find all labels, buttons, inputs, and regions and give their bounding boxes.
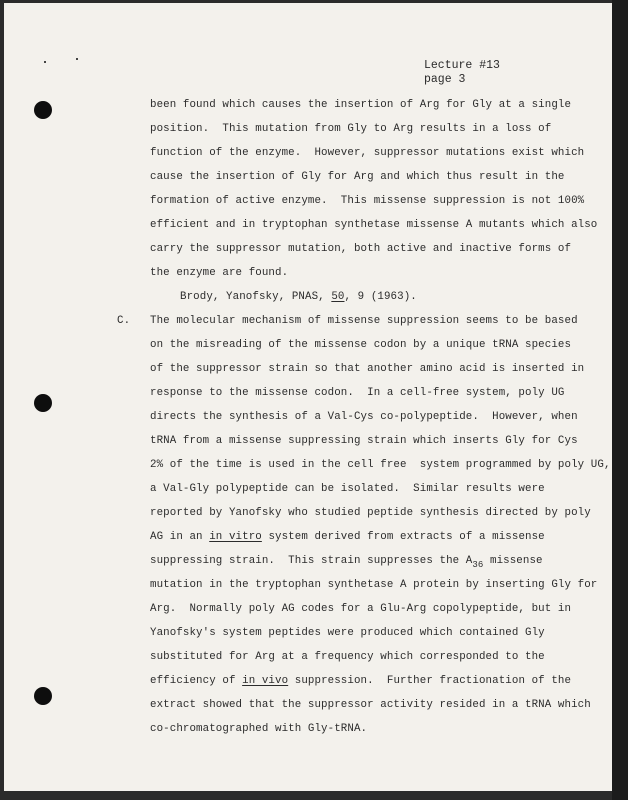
text-line: cause the insertion of Gly for Arg and which thus result in the [150, 171, 565, 183]
background-edge [612, 0, 628, 800]
text-line: formation of active enzyme. This missense suppression is not 100% [150, 195, 585, 207]
section-label: C. [117, 315, 131, 327]
text-line: Yanofsky's system peptides were produced which contained Gly [150, 627, 545, 639]
text-segment: suppression. Further fractionation of the [288, 675, 572, 687]
punch-hole-bottom [34, 687, 52, 705]
text-line [150, 531, 545, 543]
text-segment: efficiency of [150, 675, 243, 687]
text-line: carry the suppressor mutation, both active and inactive forms of [150, 243, 572, 255]
text-line: directs the synthesis of a Val-Cys co-polypeptide. However, when [150, 411, 578, 423]
text-line: been found which causes the insertion of Arg for Gly at a single [150, 99, 572, 111]
text-segment: suppressing strain. This strain suppresses the A [150, 555, 473, 567]
text-line: The molecular mechanism of missense suppression seems to be based [150, 315, 578, 327]
text-line: of the suppressor strain so that another amino acid is inserted in [150, 363, 585, 375]
text-line: extract showed that the suppressor activity resided in a tRNA which [150, 699, 591, 711]
text-line: function of the enzyme. However, suppressor mutations exist which [150, 147, 585, 159]
lecture-number: Lecture #13 [424, 59, 500, 72]
punch-hole-top [34, 101, 52, 119]
text-line: a Val-Gly polypeptide can be isolated. Similar results were [150, 483, 545, 495]
text-line: substituted for Arg at a frequency which corresponded to the [150, 651, 545, 663]
page-number: page 3 [424, 73, 466, 86]
text-line: the enzyme are found. [150, 267, 289, 279]
reference-citation [180, 291, 417, 303]
page-header [424, 59, 500, 87]
underlined-term: in vitro [209, 531, 262, 543]
reference-rest: , 9 (1963). [344, 291, 417, 303]
subscript: 36 [472, 560, 484, 570]
text-line: reported by Yanofsky who studied peptide synthesis directed by poly [150, 507, 591, 519]
reference-volume: 50 [331, 291, 345, 303]
text-segment: AG in an [150, 531, 210, 543]
text-line: mutation in the tryptophan synthetase A protein by inserting Gly for [150, 579, 598, 591]
text-line [150, 675, 571, 687]
text-segment: system derived from extracts of a missense [261, 531, 545, 543]
text-line: on the misreading of the missense codon by a unique tRNA species [150, 339, 572, 351]
text-line: efficient and in tryptophan synthetase missense A mutants which also [150, 219, 598, 231]
text-line [150, 555, 543, 570]
punch-hole-middle [34, 394, 52, 412]
text-line: 2% of the time is used in the cell free system programmed by poly UG, [150, 459, 611, 471]
text-line: Arg. Normally poly AG codes for a Glu-Arg copolypeptide, but in [150, 603, 572, 615]
text-line: tRNA from a missense suppressing strain which inserts Gly for Cys [150, 435, 578, 447]
speck-mark [76, 58, 78, 60]
text-line: response to the missense codon. In a cell-free system, poly UG [150, 387, 565, 399]
underlined-term: in vivo [242, 675, 289, 687]
text-segment: missense [483, 555, 543, 567]
speck-mark [44, 61, 46, 63]
text-line: co-chromatographed with Gly-tRNA. [150, 723, 368, 735]
reference-authors: Brody, Yanofsky, PNAS, [180, 291, 332, 303]
text-line: position. This mutation from Gly to Arg results in a loss of [150, 123, 552, 135]
